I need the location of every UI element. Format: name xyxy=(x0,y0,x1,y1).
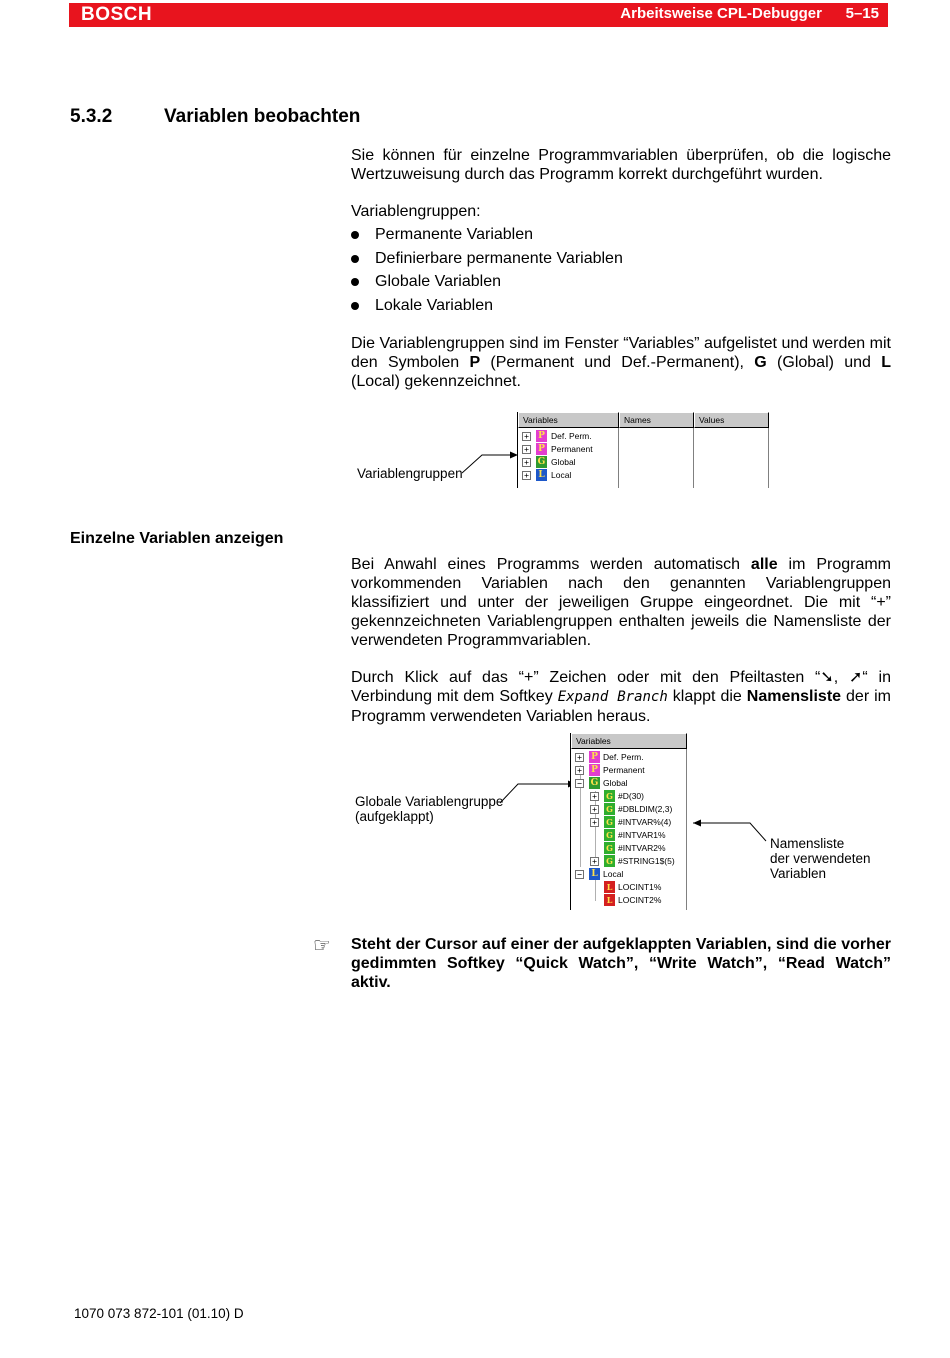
expand-icon[interactable]: + xyxy=(522,432,531,441)
global-var-icon: G xyxy=(604,816,615,828)
group-p-icon: P xyxy=(536,443,547,455)
list-item: Definierbare permanente Variablen xyxy=(351,249,623,273)
column-divider xyxy=(686,749,687,910)
column-header-values[interactable]: Values xyxy=(694,412,769,428)
column-header-variables[interactable]: Variables xyxy=(571,733,687,749)
paragraph-expand-branch: Durch Klick auf das “+” Zeichen oder mit den Pfeiltasten “➘, ➚“ in Verbindung mit dem Softkey Expand Branch klappt die Namensliste der im Programm verwendeten Variablen heraus. xyxy=(351,669,892,725)
footer-docnumber: 1070 073 872-101 (01.10) D xyxy=(74,1306,244,1321)
global-var-icon: G xyxy=(604,803,615,815)
figure2-label-right: Namensliste der verwendeten Variablen xyxy=(770,836,871,881)
expand-icon[interactable]: + xyxy=(575,753,584,762)
note-text: Steht der Cursor auf einer der aufgeklappten Variablen, sind die vorher gedimmten Softkey “Quick Watch”, “Write Watch”, “Read Watch” aktiv. xyxy=(351,936,891,991)
expand-icon[interactable]: + xyxy=(590,857,599,866)
column-divider xyxy=(618,428,619,488)
bosch-logo: BOSCH xyxy=(81,4,153,25)
group-l-icon: L xyxy=(589,868,600,880)
subsection-title: Einzelne Variablen anzeigen xyxy=(70,530,284,547)
figure2-label-left: Globale Variablengruppe (aufgeklappt) xyxy=(355,794,504,824)
expand-icon[interactable]: + xyxy=(590,792,599,801)
collapse-icon[interactable]: − xyxy=(575,870,584,879)
arrow-up-right-icon: ➚ xyxy=(849,669,863,686)
global-var-icon: G xyxy=(604,842,615,854)
column-divider xyxy=(768,428,769,488)
bullet-icon xyxy=(351,255,359,263)
page-number: 5–15 xyxy=(845,5,879,22)
bullet-icon xyxy=(351,278,359,286)
bullet-icon xyxy=(351,231,359,239)
column-divider xyxy=(693,428,694,488)
variables-window-1: Variables Names Values + P Def. Perm. + P Permanent + G Global + L Local xyxy=(517,412,769,488)
figure1-label: Variablengruppen xyxy=(357,466,463,481)
global-var-icon: G xyxy=(604,790,615,802)
collapse-icon[interactable]: − xyxy=(575,779,584,788)
section-title: Variablen beobachten xyxy=(164,106,361,127)
group-p-icon: P xyxy=(589,751,600,763)
expand-icon[interactable]: + xyxy=(590,818,599,827)
header-bar xyxy=(69,3,888,27)
column-header-names[interactable]: Names xyxy=(619,412,694,428)
expand-icon[interactable]: + xyxy=(522,445,531,454)
expand-icon[interactable]: + xyxy=(575,766,584,775)
expand-icon[interactable]: + xyxy=(522,458,531,467)
variables-window-2: Variables + P Def. Perm. + P Permanent − G Global + G #D(30) + G #DBLDIM(2,3) + G #INTVAR%(4) G #INTVAR1% G #INTVAR2% + G #STRING1$(5) − L Local L LOCINT1% L LOCINT2% xyxy=(570,733,687,910)
arrow-down-right-icon: ➘ xyxy=(820,669,834,686)
group-l-icon: L xyxy=(536,469,547,481)
group-p-icon: P xyxy=(536,430,547,442)
paragraph-auto-classify: Bei Anwahl eines Programms werden automatisch alle im Programm vorkommenden Variablen nach den genannten Variablengruppen klassifiziert und unter der jeweiligen Gruppe eingeordnet. Die mit “+” gekennzeichneten Variablengruppen enthalten jeweils die Namensliste der verwendeten Programmvariablen. xyxy=(351,556,892,649)
groups-list xyxy=(351,225,623,319)
figure2-pointer-right xyxy=(690,815,770,845)
list-item: Lokale Variablen xyxy=(351,296,623,320)
expand-icon[interactable]: + xyxy=(522,471,531,480)
expand-icon[interactable]: + xyxy=(590,805,599,814)
section-number: 5.3.2 xyxy=(70,106,113,127)
intro-paragraph: Sie können für einzelne Programmvariablen überprüfen, ob die logische Wertzuweisung durch das Programm korrekt durchgeführt wurden. xyxy=(351,147,891,183)
global-var-icon: G xyxy=(604,829,615,841)
local-var-icon: L xyxy=(604,881,615,893)
global-var-icon: G xyxy=(604,855,615,867)
figure2-pointer-left xyxy=(500,780,580,806)
header-title: Arbeitsweise CPL-Debugger xyxy=(620,5,822,22)
column-header-variables[interactable]: Variables xyxy=(518,412,619,428)
list-item: Permanente Variablen xyxy=(351,225,623,249)
softkey-expand-branch: Expand Branch xyxy=(557,689,668,705)
local-var-icon: L xyxy=(604,894,615,906)
tree-guide-line xyxy=(595,879,596,901)
group-g-icon: G xyxy=(537,457,546,467)
figure1-pointer xyxy=(462,450,522,476)
group-p-icon: P xyxy=(589,764,600,776)
bullet-icon xyxy=(351,302,359,310)
symbols-paragraph: Die Variablengruppen sind im Fenster “Variables” aufgelistet und werden mit den Symbolen P (Permanent und Def.-Permanent), G (Global) und L (Local) gekennzeichnet. xyxy=(351,335,892,390)
group-g-icon: G xyxy=(590,778,599,788)
pointing-hand-icon: ☞ xyxy=(313,935,331,957)
list-item: Globale Variablen xyxy=(351,272,623,296)
groups-heading: Variablengruppen: xyxy=(351,203,481,220)
